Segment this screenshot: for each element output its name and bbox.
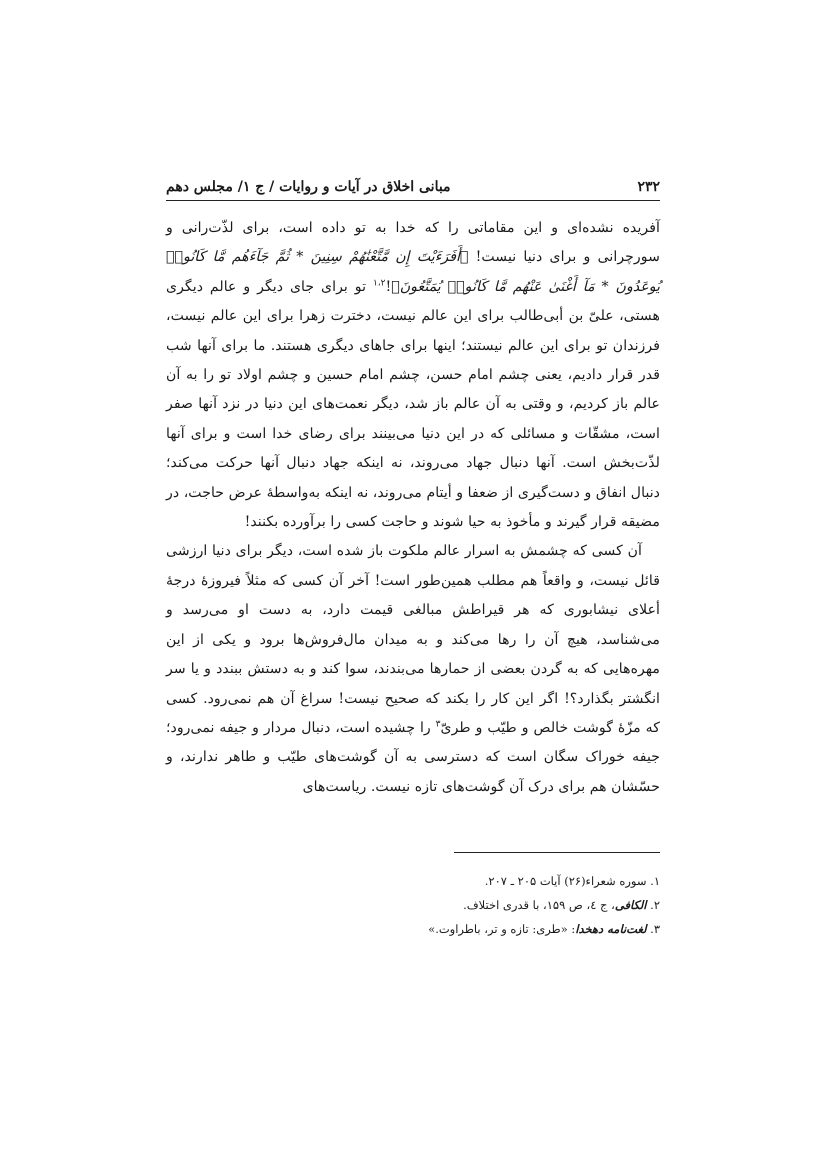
footnote-3: ۳. لغت‌نامه دهخدا: «طری: تازه و تر، باطراوت.» (428, 922, 660, 936)
footnotes (166, 869, 660, 941)
paragraph-1: آفریده نشده‌ای و این مقاماتی را که خدا به تو داده است، برای لذّت‌رانی و سورچرانی و برای دنیا نیست! ﴿أَفَرَءَيْتَ إِن مَّتَّعْنَٰهُمْ سِنِينَ * ثُمَّ جَآءَهُم مَّا كَانُوا۟ يُوعَدُونَ * مَآ أَغْنَىٰ عَنْهُم مَّا كَانُوا۟ يُمَتَّعُونَ﴾!$^{۱،۲}$ تو برای جای دیگر و عالم دیگری هستی، علیّ بن أبی‌طالب برای این عالم نیست، دخترت زهرا برای این عالم نیست، فرزندان تو برای این عالم نیستند؛ اینها برای جاهای دیگری هستند. ما برای آنها شب قدر قرار دادیم، یعنی چشم امام حسن، چشم امام حسین و چشم اولاد تو را به آن عالم باز کردیم، و وقتی به آن عالم باز شد، دیگر نعمت‌های این دنیا در نزد آنها صفر است، مشقّات و مسائلی که در این دنیا می‌بینند برای رضای خدا است و برای آنها لذّت‌بخش است. آنها دنبال جهاد می‌روند، نه اینکه جهاد دنبال آنها حرکت می‌کند؛ دنبال انفاق و دست‌گیری از ضعفا و أیتام می‌روند، نه اینکه به‌واسطهٔ عرض حاجت، در مضیقه قرار گیرند و مأخوذ به حیا شوند و حاجت کسی را برآورده بکنند! (166, 220, 660, 531)
footnote-source: لغت‌نامه دهخدا (575, 922, 647, 936)
footnote-source: الکافی (614, 898, 647, 912)
quran-quote: ﴿أَفَرَءَيْتَ إِن مَّتَّعْنَٰهُمْ سِنِينَ * ثُمَّ جَآءَهُم مَّا كَانُوا۟ يُوعَدُونَ * مَآ أَغْنَىٰ عَنْهُم مَّا كَانُوا۟ يُمَتَّعُونَ﴾ (166, 249, 660, 295)
footnote-ref: ۳ (435, 719, 441, 730)
page-number: ۲۳۲ (637, 179, 660, 195)
running-header (166, 176, 660, 198)
body-text (166, 214, 660, 802)
footnote-2: ۲. الکافی، ج ٤، ص ۱۵۹، با قدری اختلاف. (463, 898, 660, 912)
paragraph-2: آن کسی که چشمش به اسرار عالم ملکوت باز شده است، دیگر برای دنیا ارزشی قائل نیست، و واقعاً هم مطلب همین‌طور است! آخر آن کسی که مثلاً فیروزهٔ درجهٔ أعلای نیشابوری که هر قیراطش مبالغی قیمت دارد، به دست او می‌رسد و می‌شناسد، هیچ آن را رها می‌کند و به میدان مال‌فروش‌ها برود و یکی از این مهره‌هایی که به گردن بعضی از حمارها می‌بندند، سوا کند و به دستش ببندد و یا سر انگشتر بگذارد؟! اگر این کار را بکند که صحیح نیست! سراغ آن هم نمی‌رود. کسی که مزّهٔ گوشت خالص و طیّب و طریّ$^۳$ را چشیده است، دنبال مردار و جیفه نمی‌رود؛ جیفه خوراک سگان است که دسترسی به آن گوشت‌های طیّب و طاهر ندارند، و حسّشان هم برای درک آن گوشت‌های تازه نیست. ریاست‌های (166, 543, 660, 795)
header-rule (166, 200, 660, 201)
footnote-1: ۱. سوره شعراء(۲۶) آیات ۲۰۵ ـ ۲۰۷. (484, 874, 660, 888)
footnote-ref: ۱،۲ (372, 278, 386, 289)
running-title: مبانی اخلاق در آیات و روایات / ج ۱/ مجلس دهم (166, 179, 451, 195)
footnote-rule (454, 852, 660, 853)
